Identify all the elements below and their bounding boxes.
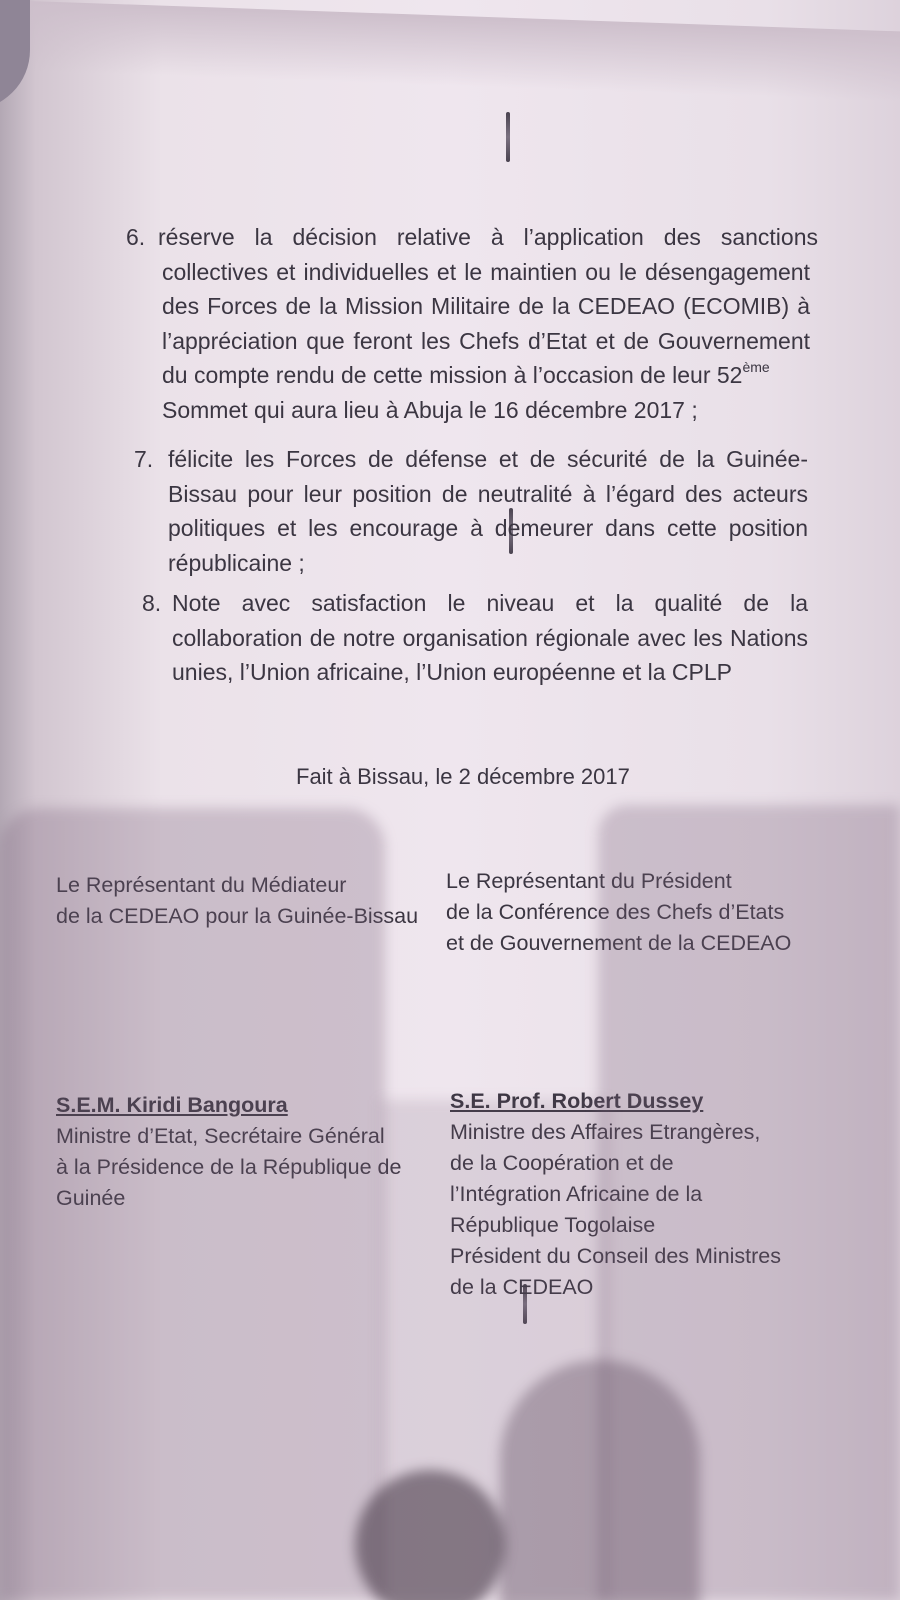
item-line: républicaine ; (168, 549, 305, 576)
item-number: 7. (134, 446, 154, 472)
item-line: Note avec satisfaction le niveau et la qualité de la (172, 590, 808, 616)
item-line: politiques et les encourage à demeurer dans cette position (168, 515, 808, 541)
superscript: ème (742, 359, 770, 375)
role-line: Ministre des Affaires Etrangères, (450, 1120, 761, 1144)
item-text (168, 442, 808, 580)
role-line: l’Intégration Africaine de la (450, 1182, 703, 1206)
role-line: République Togolaise (450, 1213, 656, 1237)
item-text (172, 586, 808, 690)
page-top-shadow (0, 0, 900, 101)
item-number: 8. (142, 590, 162, 616)
item-text (158, 220, 818, 255)
item-line: l’appréciation que feront les Chefs d’Etat et de Gouvernement (162, 327, 810, 354)
list-item-8 (142, 586, 842, 696)
role-line: Président du Conseil des Ministres (450, 1244, 782, 1268)
item-line: des Forces de la Mission Militaire de la CEDEAO (ECOMIB) à (162, 293, 810, 319)
page-edge (0, 0, 30, 110)
item-line: félicite les Forces de défense et de sécurité de la Guinée- (168, 446, 808, 472)
signatory-name: S.E. Prof. Robert Dussey (450, 1089, 704, 1113)
staple-mark (506, 112, 510, 162)
item-line: unies, l’Union africaine, l’Union européenne et la CPLP (172, 659, 733, 685)
place-date: Fait à Bissau, le 2 décembre 2017 (296, 764, 630, 789)
item-text (162, 255, 810, 428)
hand-shadow (0, 808, 385, 1600)
item-line (162, 358, 810, 393)
signatory-name: S.E.M. Kiridi Bangoura (56, 1093, 288, 1117)
hand-shadow (500, 1360, 700, 1600)
item-line: Bissau pour leur position de neutralité à l’égard des acteurs (168, 480, 808, 507)
item-number: 6. (126, 224, 146, 250)
item-line: réserve la décision relative à l’application des sanctions (158, 224, 818, 250)
title-line: de la Conférence des Chefs d’Etats (446, 900, 785, 924)
list-item-7 (134, 442, 834, 592)
item-line: collectives et individuelles et le maintien ou le désengagement (162, 258, 810, 285)
title-line: Le Représentant du Médiateur (56, 873, 347, 897)
item-line: Sommet qui aura lieu à Abuja le 16 décembre 2017 ; (162, 396, 698, 423)
role-line: Guinée (56, 1186, 126, 1210)
role-line: de la CEDEAO (450, 1275, 594, 1299)
role-line: à la Présidence de la République de (56, 1155, 402, 1179)
title-line: et de Gouvernement de la CEDEAO (446, 931, 792, 955)
title-line: de la CEDEAO pour la Guinée-Bissau (56, 904, 419, 928)
item-line: collaboration de notre organisation régionale avec les Nations (172, 624, 808, 651)
item-line-text: du compte rendu de cette mission à l’occasion de leur 52 (162, 362, 743, 388)
role-line: de la Coopération et de (450, 1151, 674, 1175)
list-item-6 (126, 220, 826, 440)
role-line: Ministre d’Etat, Secrétaire Général (56, 1124, 385, 1148)
title-line: Le Représentant du Président (446, 869, 732, 893)
